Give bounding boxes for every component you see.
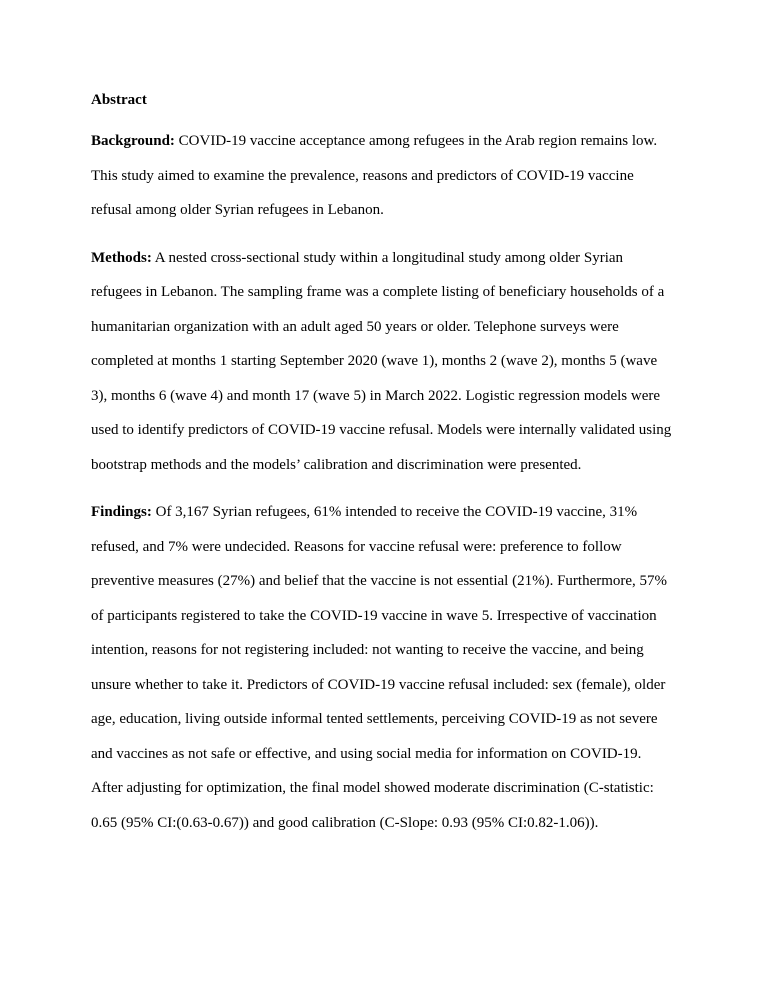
- paragraph-line: This study aimed to examine the prevalence, reasons and predictors of COVID-19 vaccine: [91, 167, 634, 184]
- line-text: COVID-19 vaccine acceptance among refugees in the Arab region remains low.: [174, 133, 658, 149]
- paragraph-line: unsure whether to take it. Predictors of COVID-19 vaccine refusal included: sex (female), older: [91, 676, 666, 693]
- line-text: Of 3,167 Syrian refugees, 61% intended to receive the COVID-19 vaccine, 31%: [151, 504, 638, 520]
- paragraph-line: humanitarian organization with an adult aged 50 years or older. Telephone surveys were: [91, 318, 619, 335]
- paragraph-line: used to identify predictors of COVID-19 vaccine refusal. Models were internally validated using: [91, 422, 672, 438]
- background-paragraph: [91, 124, 691, 228]
- paragraph-line: 0.65 (95% CI:(0.63-0.67)) and good calibration (C-Slope: 0.93 (95% CI:0.82-1.06)).: [91, 814, 599, 831]
- paragraph-line: refugees in Lebanon. The sampling frame was a complete listing of beneficiary households of a: [91, 284, 665, 300]
- paragraph-line: preventive measures (27%) and belief that the vaccine is not essential (21%). Furthermore, 57%: [91, 573, 668, 589]
- findings-paragraph: [91, 495, 691, 840]
- paragraph-line: of participants registered to take the COVID-19 vaccine in wave 5. Irrespective of vaccination: [91, 607, 657, 624]
- background-label: Background:: [91, 133, 175, 149]
- paragraph-line: 3), months 6 (wave 4) and month 17 (wave 5) in March 2022. Logistic regression models were: [91, 387, 661, 404]
- paragraph-line: [91, 495, 691, 530]
- paragraph-line: After adjusting for optimization, the final model showed moderate discrimination (C-statistic:: [91, 780, 654, 796]
- line-text: A nested cross-sectional study within a longitudinal study among older Syrian: [151, 249, 624, 266]
- paragraph-line: bootstrap methods and the models’ calibration and discrimination were presented.: [91, 456, 582, 473]
- methods-label: Methods:: [91, 249, 152, 266]
- paragraph-line: refused, and 7% were undecided. Reasons for vaccine refusal were: preference to follow: [91, 538, 622, 555]
- abstract-page: [91, 89, 691, 853]
- paragraph-line: completed at months 1 starting September 2020 (wave 1), months 2 (wave 2), months 5 (wave: [91, 353, 658, 369]
- paragraph-line: age, education, living outside informal tented settlements, perceiving COVID-19 as not severe: [91, 711, 658, 727]
- paragraph-line: and vaccines as not safe or effective, and using social media for information on COVID-19.: [91, 745, 642, 762]
- findings-label: Findings:: [91, 504, 152, 520]
- paragraph-line: refusal among older Syrian refugees in Lebanon.: [91, 202, 384, 218]
- paragraph-line: intention, reasons for not registering included: not wanting to receive the vaccine, and being: [91, 642, 644, 658]
- paragraph-line: [91, 241, 691, 276]
- paragraph-line: [91, 124, 691, 159]
- abstract-heading: Abstract: [91, 92, 147, 108]
- methods-paragraph: [91, 241, 691, 483]
